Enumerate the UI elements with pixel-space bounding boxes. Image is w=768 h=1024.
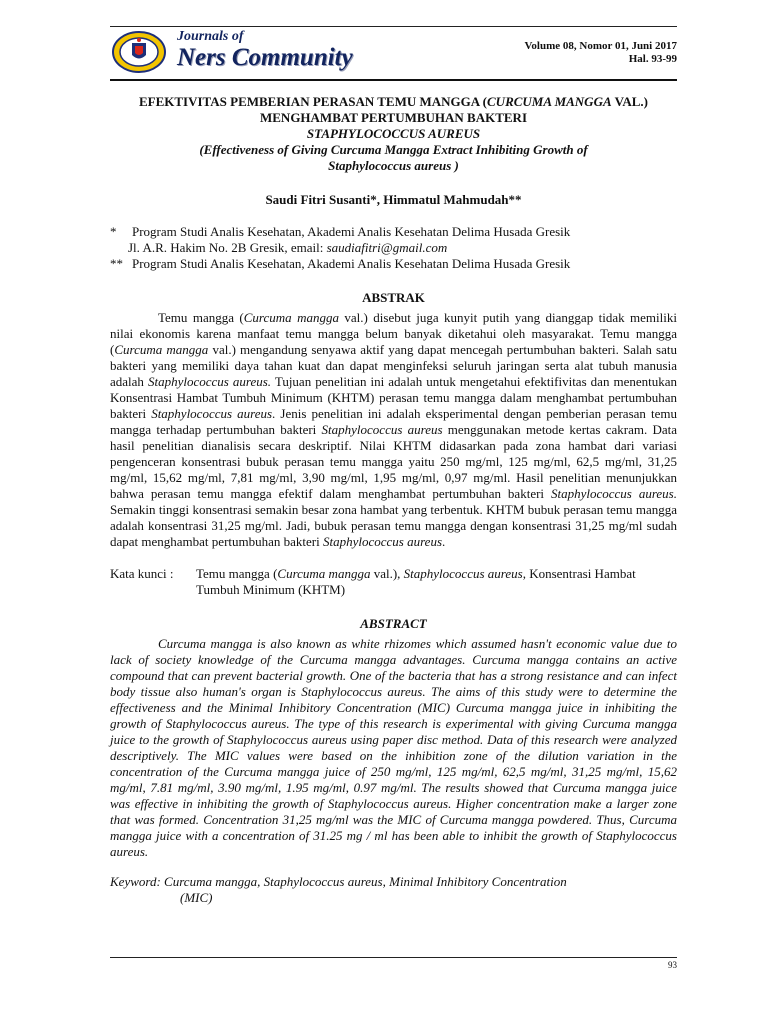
keyword-values: : Curcuma mangga, Staphylococcus aureus, Minimal Inhibitory Concentration (156, 874, 567, 889)
header-bottom-rule (110, 79, 677, 81)
journal-name-line1: Journals of (177, 29, 244, 44)
authors: Saudi Fitri Susanti*, Himmatul Mahmudah** (265, 192, 522, 207)
kata-kunci (110, 566, 677, 598)
abstract-paragraph: Curcuma mangga is also known as white rhizomes which assumed hasn't economic value due to lack of society knowledge of the Curcuma mangga advantages. Curcuma mangga contains an active compound that can prevent bacterial growth. One of the bacteria that has a strong resistance and can infect body tissue also human's organ is Staphylococcus aureus. The aims of this study were to determine the effectiveness and the Minimal Inhibitory Concentration (MIC) Curcuma mangga juice in inhibiting the growth of Staphylococcus aureus. The type of this research is experimental with giving Curcuma mangga juice to the growth of Staphylococcus aureus using paper disc method. Data of this research were analyzed descriptively. The MIC values were based on the inhibition zone of the dilution variation in the concentration of the Curcuma mangga juice of 250 mg/ml, 125 mg/ml, 62,5 mg/ml, 31,25 mg/ml, 15,62 mg/ml, 7.81 mg/ml, 3.90 mg/ml, 1.95 mg/ml, 0.97 mg/ml. The results showed that Curcuma mangga juice was effective in inhibiting the growth of Staphylococcus aureus. Higher concentration make a larger zone that was formed. Concentration 31,25 mg/ml was the MIC of Curcuma mangga powdered. Thus, Curcuma mangga juice with a concentration of 31.25 mg / ml has been able to inhibit the growth of Staphylococcus aureus. (110, 636, 677, 859)
article-title (110, 94, 677, 142)
article-body (110, 94, 677, 906)
title-italic: CURCUMA MANGGA (487, 94, 612, 109)
header-top-rule (110, 26, 677, 27)
abstrak-paragraph: Temu mangga (Curcuma mangga val.) disebut juga kunyit putih yang dianggap tidak memiliki nilai ekonomis karena manfaat temu mangga belum banyak diketahui oleh masyarakat. Temu mangga (Curcuma mangga val.) mengandung senyawa aktif yang dapat mencegah pertumbuhan bakteri. Salah satu bakteri yang memiliki daya tahan kuat dan dapat menginfeksi seluruh jaringan serta alat tubuh manusia adalah Staphylococcus aureus. Tujuan penelitian ini adalah untuk mengetahui efektifivitas dan menentukan Konsentrasi Hambat Tumbuh Minimum (KHTM) perasan temu mangga dalam menghambat pertumbuhan bakteri Staphylococcus aureus. Jenis penelitian ini adalah eksperimental dengan pemberian perasan temu mangga terhadap pertumbuhan bakteri Staphylococcus aureus menggunakan metode kertas cakram. Data hasil penelitian dianalisis secara deskriptif. Nilai KHTM didasarkan pada zona hambat dari variasi pengenceran konsentrasi bubuk perasan temu mangga yaitu 250 mg/ml, 125 mg/ml, 62,5 mg/ml, 31,25 mg/ml, 15,62 mg/ml, 7,81 mg/ml, 3,90 mg/ml, 1,95 mg/ml, 0,97 mg/ml. Hasil penelitian menunjukkan bahwa perasan temu mangga efektif dalam menghambat pertumbuhan bakteri Staphylococcus aureus. Semakin tinggi konsentrasi semakin besar zona hambat yang terbentuk. KHTM bubuk perasan temu mangga adalah konsentrasi 31,25 mg/ml. Jadi, bubuk perasan temu mangga dengan konsentrasi 31,25 mg/ml sudah dapat menghambat pertumbuhan bakteri Staphylococcus aureus. (110, 310, 678, 549)
issue-volume: Volume 08, Nomor 01, Juni 2017 (524, 40, 677, 52)
email-link[interactable]: saudiafitri@gmail.com (326, 240, 448, 255)
kata-kunci-label: Kata kunci : (110, 566, 174, 581)
keyword-values-cont: (MIC) (180, 890, 213, 905)
title-english-line: (Effectiveness of Giving Curcuma Mangga Extract Inhibiting Growth of (199, 142, 588, 157)
page-number: 93 (668, 960, 677, 970)
affiliations (110, 224, 677, 272)
title-italic: STAPHYLOCOCCUS AUREUS (306, 126, 481, 141)
abstrak-heading: ABSTRAK (362, 290, 425, 305)
kata-kunci-values: Temu mangga (Curcuma mangga val.), Staphylococcus aureus, Konsentrasi Hambat Tumbuh Minimum (KHTM) (196, 566, 636, 597)
footer-rule (110, 957, 677, 958)
abstract-heading: ABSTRACT (360, 616, 427, 631)
affiliation-text: Program Studi Analis Kesehatan, Akademi Analis Kesehatan Delima Husada Gresik (132, 256, 571, 271)
keyword-label: Keyword (110, 874, 157, 889)
journal-name (177, 30, 353, 71)
title-part: VAL.) MENGHAMBAT PERTUMBUHAN BAKTERI (259, 94, 649, 125)
issue-pages: Hal. 93-99 (628, 53, 677, 65)
title-english-line: Staphylococcus aureus ) (328, 158, 459, 173)
address-text: Jl. A.R. Hakim No. 2B Gresik, email: (128, 240, 327, 255)
affiliation-mark: * (110, 224, 117, 239)
keyword-line (110, 874, 677, 906)
affiliation-text: Program Studi Analis Kesehatan, Akademi Analis Kesehatan Delima Husada Gresik (132, 224, 571, 239)
title-part: EFEKTIVITAS PEMBERIAN PERASAN TEMU MANGGA ( (138, 94, 488, 109)
affiliation-mark: ** (110, 256, 123, 271)
university-seal-icon (112, 31, 166, 73)
affiliation-1 (110, 224, 677, 240)
journal-name-line2: Ners Community (177, 44, 353, 71)
issue-info (525, 40, 678, 66)
article-title-english (110, 142, 677, 174)
affiliation-2 (110, 256, 677, 272)
affiliation-address (110, 240, 677, 256)
